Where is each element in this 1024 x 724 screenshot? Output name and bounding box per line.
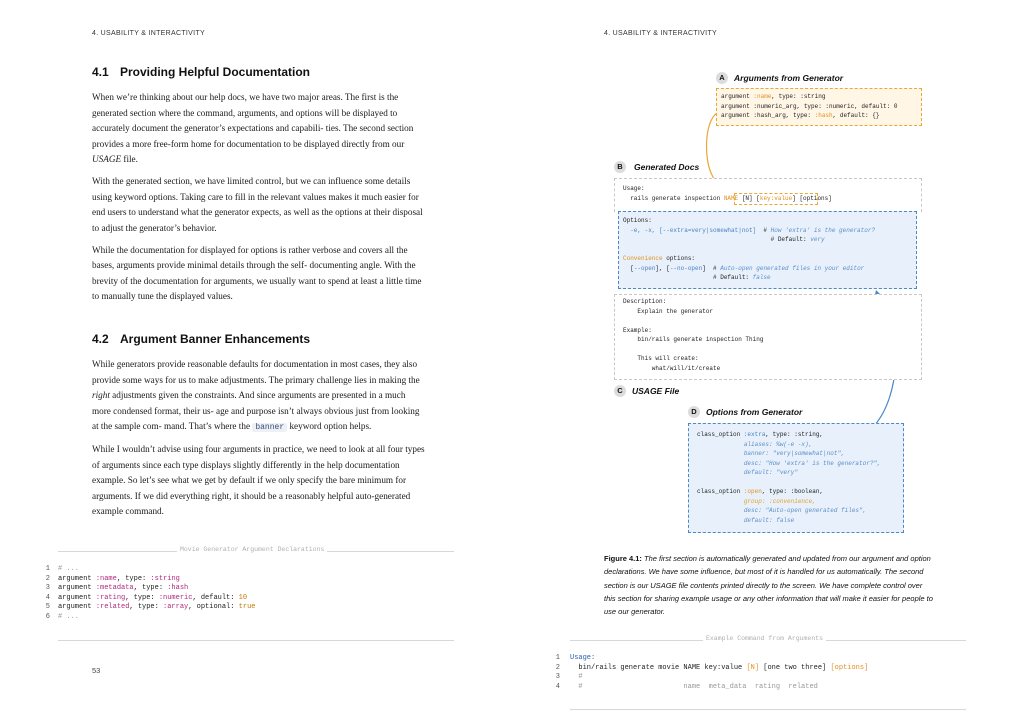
- code-token: Description:: [623, 298, 667, 305]
- code-token: bin/rails generate inspection Thing: [623, 336, 764, 343]
- code-token: argument: [58, 584, 96, 593]
- line-number: 3: [45, 584, 50, 593]
- code-token: :metadata: [95, 584, 134, 593]
- code-token: , type: :string: [771, 93, 826, 100]
- code-line: [623, 264, 912, 274]
- code-line: [623, 216, 912, 226]
- code-token: argument :numeric_arg, type: :numeric, default: 0: [721, 102, 898, 110]
- code-token: , default:: [192, 593, 239, 602]
- code-token: Explain the generator: [623, 307, 714, 315]
- code-line: [697, 459, 895, 469]
- running-head: 4. USABILITY & INTERACTIVITY: [604, 30, 717, 37]
- code-line: [697, 516, 895, 526]
- code-token: bin/rails generate movie NAME key:value: [570, 663, 747, 672]
- line-number: 4: [45, 593, 50, 602]
- code-token: what/will/it/create: [623, 364, 721, 372]
- arguments-box: [716, 88, 922, 126]
- code-token: :extra: [743, 431, 766, 438]
- code-token: default: false: [743, 516, 795, 524]
- code-token: , optional:: [188, 603, 239, 612]
- code-token: [697, 479, 701, 486]
- code-line: [623, 254, 912, 264]
- section-number: 4.1: [92, 65, 109, 79]
- emphasis: USAGE: [92, 154, 122, 164]
- code-token: # name meta_data rating related: [570, 682, 818, 691]
- title-usage-file: USAGE File: [632, 386, 680, 396]
- code-token: Usage:: [570, 654, 596, 662]
- text-run: While I wouldn’t advise using four arguments in practice, we need to look at: [92, 444, 374, 454]
- usage-highlight: [734, 193, 818, 205]
- code-token: group: :convenience,: [743, 497, 816, 505]
- line-numbers: [550, 654, 560, 692]
- code-token: # Default:: [623, 274, 753, 281]
- text-run: adjustments given the constraints. And: [109, 390, 255, 400]
- code-token: rails generate inspection: [623, 194, 724, 202]
- code-token: [623, 317, 627, 324]
- code-token: # ...: [58, 612, 80, 621]
- code-line: [697, 430, 895, 440]
- text-run: file.: [121, 154, 138, 164]
- line-number: 4: [555, 682, 560, 691]
- code-token: desc: "Auto-open generated files",: [743, 507, 867, 514]
- inline-code: banner: [252, 423, 287, 432]
- code-token: NAME: [723, 194, 739, 202]
- code-token: ], [: [655, 264, 670, 272]
- text-run: since arguments are presented in a much more condensed format, their us-: [92, 390, 406, 416]
- code-token: ] #: [702, 264, 721, 272]
- text-run: all four types of arguments since each type displays slightly differently in the: [92, 444, 425, 470]
- code-line: [623, 245, 912, 255]
- code-line: [623, 273, 912, 283]
- line-number: 1: [45, 565, 50, 573]
- line-number: 2: [45, 574, 50, 583]
- badge-b: B: [614, 161, 626, 173]
- code-line: [623, 316, 913, 326]
- code-token: :name: [753, 93, 772, 100]
- code-line: [623, 335, 913, 345]
- code-token: Auto-open generated files in your editor: [720, 264, 865, 272]
- running-head: 4. USABILITY & INTERACTIVITY: [92, 30, 205, 37]
- code-token: argument: [58, 593, 96, 602]
- code-line: [721, 111, 917, 121]
- listing-caption: Movie Generator Argument Declarations: [177, 546, 327, 553]
- text-run: is the generated section where the command, arguments, and options will be: [92, 92, 399, 118]
- line-number: 6: [45, 612, 50, 621]
- code-token: , type:: [129, 603, 164, 612]
- code-token: :open: [743, 488, 762, 495]
- text-run: displayed to accurately document the generator’s expectations and capabili-: [92, 107, 398, 133]
- line-number: 1: [555, 654, 560, 662]
- code-token: # Default:: [623, 236, 811, 243]
- emphasis: right: [92, 390, 110, 400]
- code-block: [570, 654, 868, 692]
- code-token: This will create:: [623, 355, 699, 362]
- text-run: age and purpose isn’t always obvious just from looking at the sample com-: [92, 405, 420, 431]
- text-run: as well as the options at their disposal to adjust the generator’s behavior.: [92, 207, 423, 233]
- code-token: , default: {}: [832, 112, 880, 119]
- badge-c: C: [614, 385, 626, 397]
- text-run: specify the bare minimum for arguments. If we did everything right, it should: [92, 475, 407, 501]
- line-number: 3: [555, 673, 560, 682]
- code-token: # ...: [58, 565, 80, 573]
- code-line: [697, 449, 895, 459]
- code-line: [697, 440, 895, 450]
- code-token: :hash: [167, 584, 189, 593]
- figure-label: Figure 4.1:: [604, 554, 642, 563]
- code-token: key:value: [759, 194, 793, 202]
- code-line: [623, 364, 913, 374]
- text-run: we usually want to spend at least a little time to manually tune the displayed: [92, 275, 422, 301]
- text-run: documenting angle. With the brevity of the documentation for arguments,: [92, 260, 416, 286]
- code-token: #: [570, 673, 583, 682]
- code-token: [: [623, 264, 634, 272]
- text-run: While generators provide reasonable defaults for documentation in most: [92, 359, 358, 369]
- code-token: :hash: [814, 112, 833, 119]
- text-run: makes it much easier for end users to understand what the generator expects,: [92, 191, 419, 217]
- code-token: [623, 246, 627, 253]
- badge-d: D: [688, 406, 700, 418]
- text-run: help documentation example. So let’s see what we get by default if we only: [92, 459, 400, 485]
- code-line: [570, 654, 868, 664]
- code-token: Example:: [623, 326, 652, 334]
- code-token: desc: "How 'extra' is the generator?",: [743, 459, 881, 467]
- code-token: --open: [633, 264, 656, 272]
- code-line: [570, 664, 868, 674]
- code-token: :array: [163, 603, 189, 612]
- code-line: [697, 478, 895, 488]
- code-line: [570, 683, 868, 693]
- title-arguments-from-generator: Arguments from Generator: [734, 73, 844, 83]
- figure-caption: [604, 552, 934, 618]
- code-line: [721, 102, 917, 112]
- code-token: [one two three]: [759, 663, 831, 672]
- text-run: With the generated section, we have limited control, but we can influence: [92, 176, 363, 186]
- code-token: argument: [721, 93, 754, 100]
- code-line: [721, 92, 917, 102]
- code-token: How 'extra' is the generator?: [770, 226, 876, 234]
- code-token: , type:: [125, 593, 159, 602]
- code-line: [697, 497, 895, 507]
- text-run: While the documentation for displayed for options is rather verbose and: [92, 244, 357, 255]
- code-token: class_option: [697, 488, 744, 495]
- code-token: [N]: [746, 663, 760, 672]
- code-token: :numeric: [158, 593, 193, 602]
- code-token: :rating: [95, 593, 126, 602]
- section-title: Providing Helpful Documentation: [120, 65, 311, 79]
- code-token: #: [756, 226, 771, 234]
- code-line: [623, 297, 913, 307]
- code-token: [options]: [830, 663, 869, 672]
- code-token: , type:: [116, 574, 151, 583]
- page-number: 53: [92, 666, 101, 675]
- text-run: cases, they also provide some ways for us to make adjustments. The primary: [92, 359, 418, 385]
- code-token: , type: :string,: [765, 431, 824, 438]
- code-token: default: "very": [743, 469, 798, 476]
- section-title: Argument Banner Enhancements: [120, 332, 311, 346]
- code-token: argument: [58, 603, 96, 612]
- text-run: When we’re thinking about our help docs, we have two major areas. The first: [92, 92, 377, 102]
- badge-a: A: [716, 72, 728, 84]
- code-line: [623, 326, 913, 336]
- code-token: :name: [95, 574, 117, 583]
- code-token: , type: :boolean,: [761, 488, 824, 495]
- text-run: covers all the bases, arguments provide minimal details through the self-: [92, 244, 408, 270]
- code-line: [697, 506, 895, 516]
- text-run: values.: [207, 291, 233, 301]
- code-token: [697, 507, 744, 514]
- title-options-from-generator: Options from Generator: [706, 407, 803, 417]
- generated-docs-description: [614, 294, 922, 380]
- text-run: some details using keyword options. Taking care to fill in the relevant values: [92, 176, 411, 202]
- options-box: [688, 423, 904, 533]
- code-token: [697, 517, 744, 524]
- code-line: [623, 226, 912, 236]
- code-token: argument :hash_arg, type:: [721, 112, 815, 119]
- code-token: --no-open: [669, 264, 703, 272]
- section-number: 4.2: [92, 332, 109, 346]
- code-token: [N] [: [738, 194, 760, 202]
- code-token: class_option: [697, 431, 744, 438]
- code-token: banner: "very|somewhat|not",: [743, 450, 845, 457]
- code-token: -e, -x, [--extra=very|somewhat|not]: [630, 226, 757, 234]
- title-generated-docs: Generated Docs: [634, 162, 700, 172]
- code-line: [623, 307, 913, 317]
- text-run: be a reasonably helpful auto-generated example command.: [92, 490, 411, 516]
- code-token: Options:: [623, 217, 652, 224]
- line-number: 2: [555, 663, 560, 672]
- code-token: ] [options]: [792, 194, 832, 202]
- code-line: [697, 468, 895, 478]
- code-token: false: [752, 274, 771, 281]
- text-run: ties. The second section provides a more free-form home for documentation: [92, 123, 414, 149]
- code-token: argument: [58, 574, 96, 583]
- code-token: very: [810, 236, 825, 243]
- code-token: [623, 346, 627, 353]
- text-run: keyword option helps.: [287, 421, 372, 431]
- code-token: [697, 441, 744, 448]
- code-token: , type:: [133, 584, 168, 593]
- code-token: 10: [238, 593, 248, 602]
- code-token: [697, 498, 744, 505]
- code-line: [697, 487, 895, 497]
- code-line: [570, 673, 868, 683]
- code-line: [623, 354, 913, 364]
- code-token: [697, 450, 744, 457]
- code-token: Usage:: [623, 185, 645, 192]
- code-token: Convenience: [623, 255, 663, 262]
- code-line: [623, 345, 913, 355]
- code-token: :string: [150, 574, 180, 583]
- figure-caption-text: The first section is automatically generated and updated from our argument and option declarations. We have some influence, but most of it is handled for us automatically. The second section is our USAGE file contents printed directly to the screen. We have complete control over this section for sharing example usage or any other information that will make it easier for people to use our generator.: [604, 554, 933, 617]
- code-token: aliases: %w(-e -x),: [743, 440, 813, 448]
- line-number: 5: [45, 603, 50, 612]
- text-run: mand. That’s where the: [163, 421, 253, 431]
- code-token: [697, 469, 744, 476]
- code-token: options:: [662, 255, 696, 262]
- text-run: challenge lies in making the: [316, 374, 420, 385]
- listing-caption: Example Command from Arguments: [703, 635, 826, 642]
- code-token: true: [238, 603, 256, 612]
- code-line: [623, 235, 912, 245]
- generated-docs-options: [618, 211, 917, 289]
- code-token: :related: [95, 603, 130, 612]
- text-run: to be displayed directly from our: [283, 138, 405, 149]
- code-token: [697, 460, 744, 467]
